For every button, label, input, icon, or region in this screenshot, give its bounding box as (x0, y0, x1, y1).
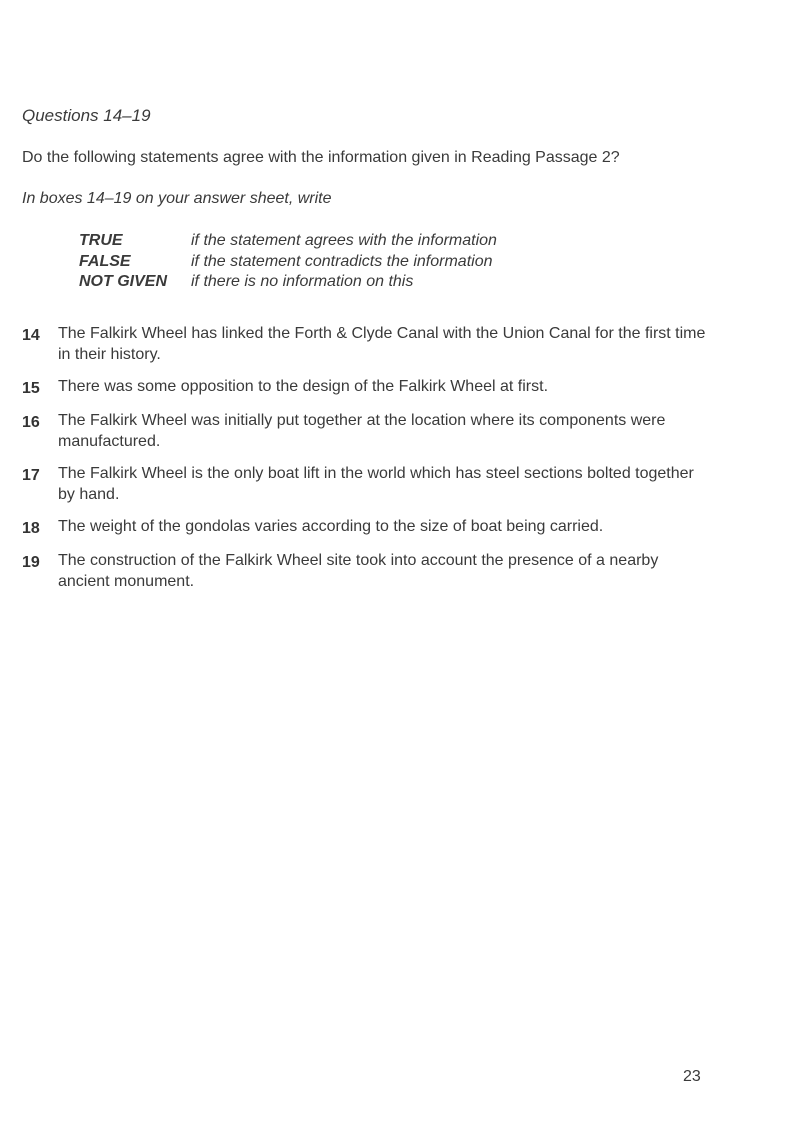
questions-heading: Questions 14–19 (22, 106, 151, 125)
legend-key: FALSE (79, 252, 131, 270)
legend-row-false (79, 252, 497, 273)
question-number: 17 (22, 467, 40, 484)
question-number: 16 (22, 414, 40, 431)
question-number: 18 (22, 520, 40, 537)
legend-key: TRUE (79, 232, 123, 249)
question-list (22, 323, 712, 603)
legend-description: if there is no information on this (191, 273, 414, 290)
legend-row-not-given (79, 272, 497, 293)
legend-description: if the statement agrees with the information (191, 232, 497, 249)
question-text: The Falkirk Wheel is the only boat lift in the world which has steel sections bolted together by hand. (58, 465, 694, 503)
instruction-text: Do the following statements agree with the information given in Reading Passage 2? (22, 149, 620, 166)
legend-key: NOT GIVEN (79, 273, 168, 290)
question-item (22, 463, 712, 505)
question-text: The weight of the gondolas varies according to the size of boat being carried. (58, 518, 604, 535)
question-item (22, 323, 712, 365)
question-text: The Falkirk Wheel has linked the Forth & Clyde Canal with the Union Canal for the first time in their history. (58, 325, 706, 363)
page-number: 23 (683, 1068, 701, 1085)
answer-key-legend (79, 231, 497, 293)
question-item (22, 516, 712, 539)
answer-sheet-instruction: In boxes 14–19 on your answer sheet, write (22, 190, 332, 207)
question-text: The construction of the Falkirk Wheel site took into account the presence of a nearby ancient monument. (58, 552, 659, 590)
legend-description: if the statement contradicts the information (191, 252, 493, 270)
legend-row-true (79, 231, 497, 252)
question-number: 14 (22, 327, 40, 344)
question-item (22, 376, 712, 399)
question-item (22, 550, 712, 592)
question-text: There was some opposition to the design of the Falkirk Wheel at first. (58, 378, 549, 395)
question-item (22, 410, 712, 452)
question-number: 15 (22, 380, 40, 397)
question-text: The Falkirk Wheel was initially put together at the location where its components were manufactured. (58, 412, 666, 450)
question-number: 19 (22, 554, 40, 571)
